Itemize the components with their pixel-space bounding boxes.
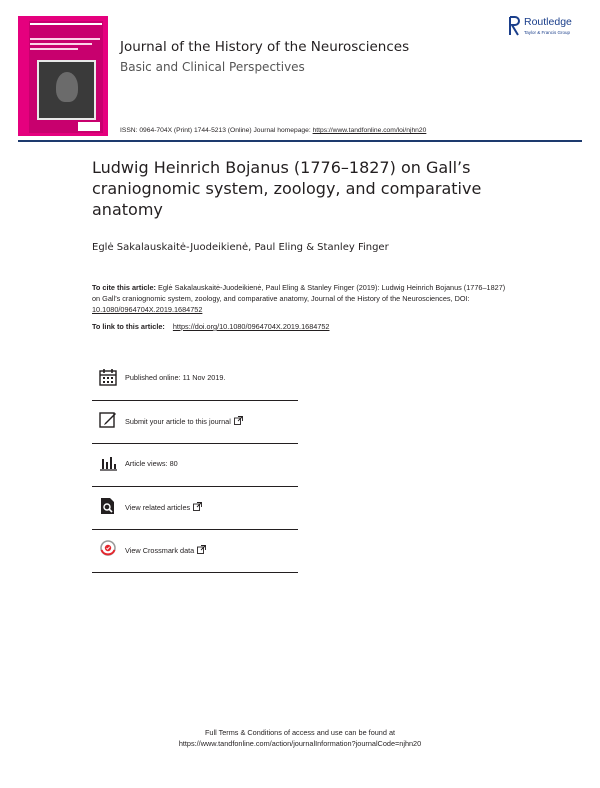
citation-text: Eglė Sakalauskaitė-Juodeikienė, Paul Eling & Stanley Finger (2019): Ludwig Heinrich Bojanus (1776–1827) on Gall’s craniognomic system, zoology, and comparative anatomy, Journal of the History of the Neurosciences, DOI: xyxy=(92,283,506,303)
submit-article-text: Submit your article to this journal xyxy=(125,417,231,426)
publisher-tagline: Taylor & Francis Group xyxy=(524,30,571,35)
crossmark-icon xyxy=(99,540,117,558)
issn-text: ISSN: 0964-704X (Print) 1744-5213 (Online) Journal homepage: xyxy=(120,127,313,134)
article-authors: Eglė Sakalauskaitė-Juodeikienė, Paul Eling & Stanley Finger xyxy=(92,242,389,253)
journal-subtitle: Basic and Clinical Perspectives xyxy=(120,60,305,74)
submit-article-link[interactable] xyxy=(125,416,243,426)
doi-link[interactable]: https://doi.org/10.1080/0964704X.2019.1684752 xyxy=(172,322,330,331)
external-link-icon xyxy=(197,545,206,554)
article-actions xyxy=(92,358,298,573)
citation-doi-link[interactable]: 10.1080/0964704X.2019.1684752 xyxy=(92,305,203,314)
published-online-text: Published online: 11 Nov 2019. xyxy=(125,373,226,382)
article-title: Ludwig Heinrich Bojanus (1776–1827) on Gall’s craniognomic system, zoology, and comparative anatomy xyxy=(92,158,482,219)
issn-line xyxy=(120,127,426,134)
published-online-row xyxy=(92,358,298,401)
crossmark-row[interactable] xyxy=(92,530,298,573)
external-link-icon xyxy=(193,502,202,511)
footer-terms-link[interactable]: https://www.tandfonline.com/action/journalInformation?journalCode=njhn20 xyxy=(178,739,422,748)
journal-title: Journal of the History of the Neurosciences xyxy=(120,39,410,55)
submit-icon xyxy=(99,411,117,429)
submit-article-row[interactable] xyxy=(92,401,298,444)
external-link-icon xyxy=(234,416,243,425)
link-line xyxy=(92,322,330,331)
publisher-name: Routledge xyxy=(524,16,572,28)
routledge-logo-icon xyxy=(508,16,520,36)
crossmark-text: View Crossmark data xyxy=(125,546,195,555)
crossmark-link[interactable] xyxy=(125,545,206,555)
journal-cover-image xyxy=(18,16,108,136)
cover-portrait xyxy=(37,60,96,120)
journal-homepage-link[interactable]: https://www.tandfonline.com/loi/njhn20 xyxy=(312,127,427,134)
article-views-row xyxy=(92,444,298,487)
related-articles-link[interactable] xyxy=(125,502,202,512)
related-articles-text: View related articles xyxy=(125,503,191,512)
citation-block xyxy=(92,282,512,315)
calendar-icon xyxy=(99,368,117,386)
link-label: To link to this article: xyxy=(92,322,167,331)
bar-chart-icon xyxy=(99,454,117,472)
footer-terms-text: Full Terms & Conditions of access and use can be found at xyxy=(204,728,396,737)
article-views-text: Article views: 80 xyxy=(125,459,178,468)
related-articles-icon xyxy=(99,497,117,515)
header-rule xyxy=(18,140,582,142)
related-articles-row[interactable] xyxy=(92,487,298,530)
citation-label: To cite this article: xyxy=(92,283,156,292)
